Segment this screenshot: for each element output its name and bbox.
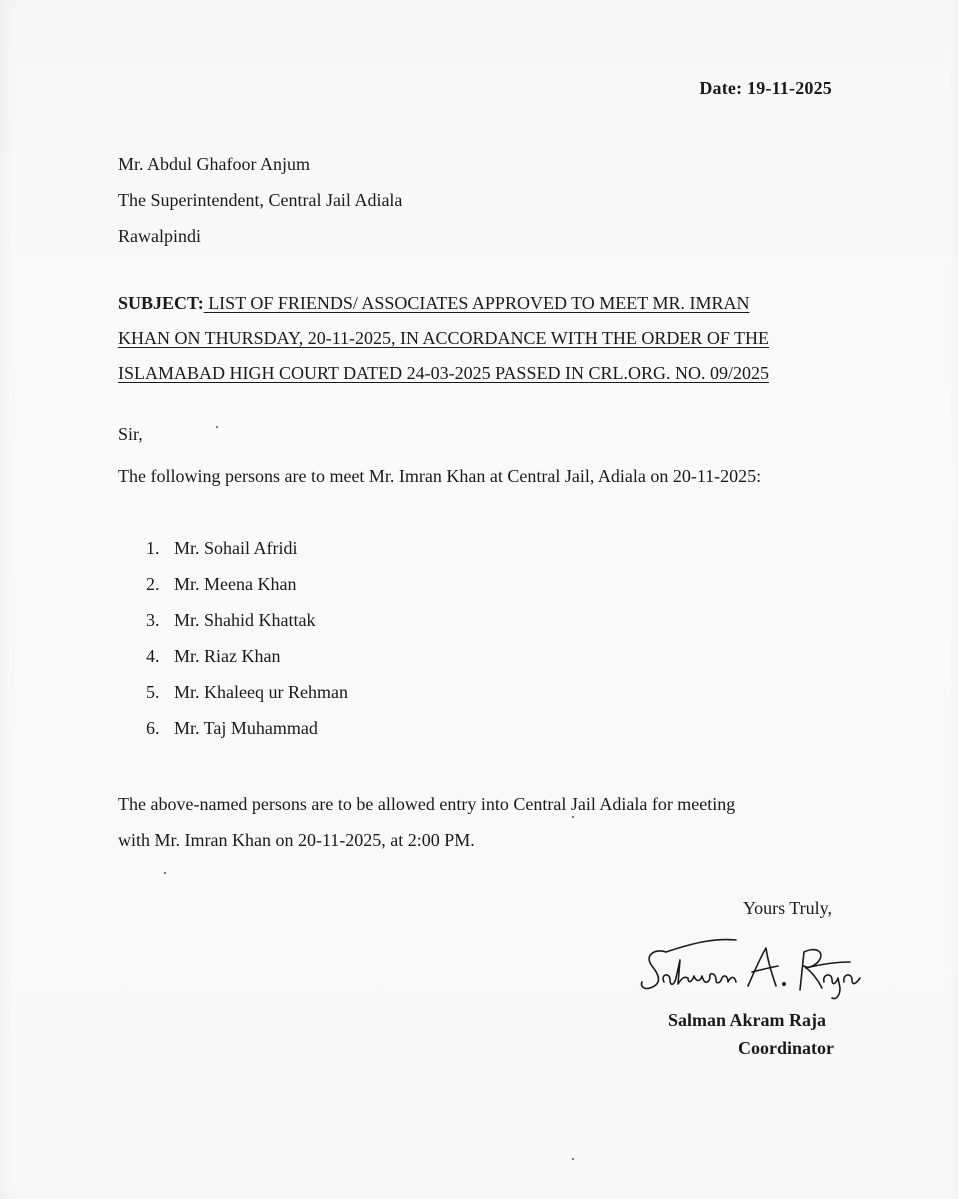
list-item-number: 1.: [146, 538, 160, 558]
recipient-address: [118, 146, 402, 254]
list-item-name: Mr. Riaz Khan: [174, 646, 281, 666]
list-item: [146, 678, 348, 714]
list-item-number: 5.: [146, 682, 160, 702]
list-item-number: 2.: [146, 574, 160, 594]
subject-block: [118, 286, 838, 391]
recipient-city: Rawalpindi: [118, 226, 201, 246]
subject-text-1: LIST OF FRIENDS/ ASSOCIATES APPROVED TO MEET MR. IMRAN: [208, 293, 750, 313]
letter-date: Date: 19-11-2025: [699, 78, 832, 98]
recipient-name: Mr. Abdul Ghafoor Anjum: [118, 154, 310, 174]
list-item: [146, 570, 348, 606]
yours-truly: Yours Truly,: [742, 898, 832, 918]
signer-block: [668, 1006, 834, 1062]
salutation: Sir,: [118, 424, 143, 444]
list-item: [146, 606, 348, 642]
list-item-name: Mr. Sohail Afridi: [174, 538, 298, 558]
list-item-number: 3.: [146, 610, 160, 630]
list-item: [146, 534, 348, 570]
list-item-name: Mr. Shahid Khattak: [174, 610, 316, 630]
recipient-designation: The Superintendent, Central Jail Adiala: [118, 190, 403, 210]
list-item: [146, 642, 348, 678]
list-item-number: 4.: [146, 646, 160, 666]
intro-paragraph: The following persons are to meet Mr. Imran Khan at Central Jail, Adiala on 20-11-2025:: [118, 466, 762, 486]
paper-speck: [572, 1158, 574, 1160]
list-item-name: Mr. Khaleeq ur Rehman: [174, 682, 348, 702]
paper-speck: [572, 816, 574, 818]
list-item: [146, 714, 348, 750]
paper-speck: [164, 872, 166, 874]
subject-line-2: KHAN ON THURSDAY, 20-11-2025, IN ACCORDANCE WITH THE ORDER OF THE: [118, 328, 770, 348]
paper-speck: [216, 426, 218, 428]
subject-line-1: [118, 286, 838, 321]
closing-line-1: The above-named persons are to be allowed entry into Central Jail Adiala for meeting: [118, 794, 736, 814]
subject-line-3: ISLAMABAD HIGH COURT DATED 24-03-2025 PASSED IN CRL.ORG. NO. 09/2025: [118, 363, 769, 383]
closing-line-2: with Mr. Imran Khan on 20-11-2025, at 2:00 PM.: [118, 830, 475, 850]
handwritten-signature: [636, 928, 876, 1008]
subject-label: SUBJECT:: [118, 293, 204, 313]
signer-title: Coordinator: [738, 1038, 834, 1058]
list-item-name: Mr. Meena Khan: [174, 574, 297, 594]
signer-name: Salman Akram Raja: [668, 1010, 827, 1030]
list-item-number: 6.: [146, 718, 160, 738]
list-item-name: Mr. Taj Muhammad: [174, 718, 318, 738]
persons-list: [146, 534, 348, 750]
closing-paragraph: [118, 786, 735, 858]
